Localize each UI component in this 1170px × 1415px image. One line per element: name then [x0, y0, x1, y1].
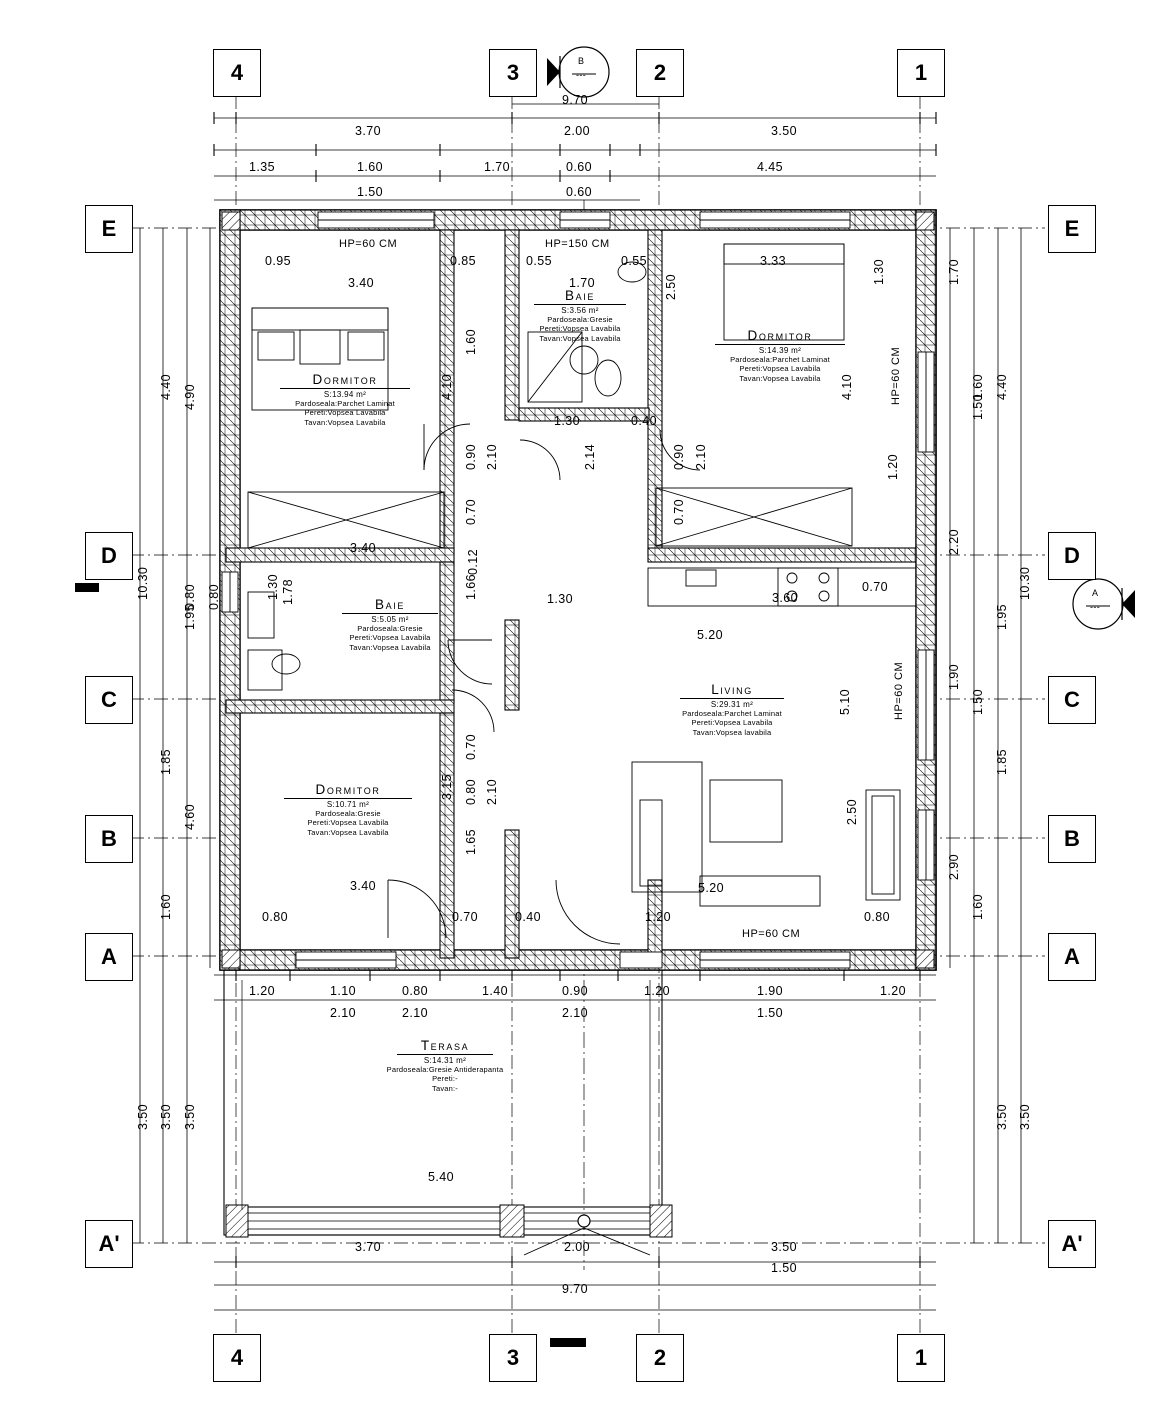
grid-bubble-right-C[interactable]: C [1048, 676, 1096, 724]
room-label-baie-2 [300, 597, 480, 652]
dim-door-0-80a: 0.80 [464, 779, 478, 805]
room-label-dormitor-1 [245, 372, 445, 427]
room-name: Baie [375, 597, 405, 612]
dim-left-small-1: 0.80 [183, 584, 197, 610]
dim-bot-open-4: 1.40 [482, 984, 508, 998]
room-ceiling: Tavan:Vopsea Lavabila [349, 642, 431, 652]
grid-bubble-right-A-prime[interactable]: A' [1048, 1220, 1096, 1268]
dim-int-3-40c: 3.40 [350, 879, 376, 893]
room-walls: Pereti:Vopsea Lavabila [304, 408, 386, 418]
grid-bubble-top-4[interactable]: 4 [213, 49, 261, 97]
dim-door-0-70b: 0.70 [672, 499, 686, 525]
dim-door-2-10b: 2.10 [694, 444, 708, 470]
dim-left-c4-3: 4.60 [183, 804, 197, 830]
note-hp-right-upper: HP=60 CM [890, 346, 902, 405]
dim-bot-open-6: 1.20 [644, 984, 670, 998]
dim-left-c3-3: 1.60 [159, 894, 173, 920]
room-area: S:10.71 m² [326, 800, 370, 809]
dim-top-r2-2: 1.60 [357, 160, 383, 174]
room-floor: Pardoseala:Gresie [357, 624, 423, 633]
dim-right-c1-4: 2.90 [947, 854, 961, 880]
dim-int-0-55a: 0.55 [526, 254, 552, 268]
dim-bot-open-5: 0.90 [562, 984, 588, 998]
grid-bubble-right-E[interactable]: E [1048, 205, 1096, 253]
dim-right-c1-1: 1.70 [947, 259, 961, 285]
room-label-dormitor-2 [680, 328, 880, 383]
dim-right-c3-4: 3.50 [995, 1104, 1009, 1130]
room-area: S:14.39 m² [758, 346, 802, 355]
dim-right-c1-2: 2.20 [947, 529, 961, 555]
dim-door-2-10c: 2.10 [485, 779, 499, 805]
room-walls: Pereti:Vopsea Lavabila [739, 364, 821, 374]
grid-bubble-left-A-prime[interactable]: A' [85, 1220, 133, 1268]
dim-int-1-60: 1.60 [464, 329, 478, 355]
dim-int-0-95: 0.95 [265, 254, 291, 268]
section-mark-a-dash: --- [1090, 602, 1101, 612]
dim-right-c2-1: 1.60 [971, 374, 985, 400]
room-ceiling: Tavan:Vopsea Lavabila [307, 827, 389, 837]
room-name: Dormitor [315, 782, 381, 797]
room-floor: Pardoseala:Parchet Laminat [682, 709, 782, 718]
section-mark-b-dash: --- [576, 70, 587, 80]
room-ceiling: Tavan:Vopsea Lavabila [304, 417, 386, 427]
dim-top-r1-2: 2.00 [564, 124, 590, 138]
grid-bubble-bottom-4[interactable]: 4 [213, 1334, 261, 1382]
note-hp-right-lower: HP=60 CM [893, 661, 905, 720]
room-walls: Pereti:Vopsea Lavabila [691, 718, 773, 728]
grid-bubble-left-B[interactable]: B [85, 815, 133, 863]
grid-bubble-left-C[interactable]: C [85, 676, 133, 724]
dim-top-r2-5: 4.45 [757, 160, 783, 174]
room-walls: Pereti:Vopsea Lavabila [307, 818, 389, 828]
dim-door-0-70d: 0.70 [452, 910, 478, 924]
dim-right-c3-1: 4.40 [995, 374, 1009, 400]
dim-door-2-10a: 2.10 [485, 444, 499, 470]
room-name: Terasa [420, 1038, 470, 1053]
dim-int-1-30d: 1.30 [266, 574, 280, 600]
room-ceiling: Tavan:Vopsea Lavabila [539, 333, 621, 343]
dim-bot-r1-2: 2.00 [564, 1240, 590, 1254]
room-name: Living [711, 682, 753, 697]
dim-int-1-66: 1.66 [464, 574, 478, 600]
dim-bot-open-7: 1.90 [757, 984, 783, 998]
grid-bubble-left-D[interactable]: D [85, 532, 133, 580]
dim-left-c4-4: 3.50 [183, 1104, 197, 1130]
dim-door-0-40: 0.40 [515, 910, 541, 924]
dim-bot-overall: 9.70 [562, 1282, 588, 1296]
note-hp-top-left: HP=60 CM [339, 238, 398, 250]
dim-right-c2-3: 1.50 [971, 689, 985, 715]
room-area: S:29.31 m² [710, 700, 754, 709]
room-area: S:5.05 m² [371, 615, 409, 624]
grid-bubble-top-1[interactable]: 1 [897, 49, 945, 97]
dim-int-2-50: 2.50 [664, 274, 678, 300]
grid-bubble-right-D[interactable]: D [1048, 532, 1096, 580]
dim-top-overall: 9.70 [562, 93, 588, 107]
dim-int-3-15: 3.15 [440, 774, 454, 800]
dim-top-r1-3: 3.50 [771, 124, 797, 138]
grid-bubble-bottom-3[interactable]: 3 [489, 1334, 537, 1382]
dim-top-r1-1: 3.70 [355, 124, 381, 138]
dim-int-3-60: 3.60 [772, 591, 798, 605]
dim-left-c4-2: 1.95 [183, 604, 197, 630]
dim-int-0-40: 0.40 [631, 414, 657, 428]
section-mark-a-label: A [1092, 588, 1099, 598]
dim-left-c3-1: 4.40 [159, 374, 173, 400]
dim-top-r3-1: 1.50 [357, 185, 383, 199]
dim-int-5-20b: 5.20 [698, 881, 724, 895]
dim-bot-open-3: 0.80 [402, 984, 428, 998]
dim-left-c4-1: 4.90 [183, 384, 197, 410]
dim-bot-open2-3: 2.10 [562, 1006, 588, 1020]
dim-bot-open-2: 1.10 [330, 984, 356, 998]
room-walls: Pereti:Vopsea Lavabila [539, 324, 621, 334]
room-area: S:13.94 m² [323, 390, 367, 399]
grid-bubble-top-3[interactable]: 3 [489, 49, 537, 97]
dim-door-0-80c: 0.80 [262, 910, 288, 924]
dim-right-c2-4: 1.60 [971, 894, 985, 920]
room-floor: Pardoseala:Gresie [315, 809, 381, 818]
grid-bubble-right-B[interactable]: B [1048, 815, 1096, 863]
dim-int-1-30b: 1.30 [554, 414, 580, 428]
room-ceiling: Tavan:- [432, 1083, 458, 1093]
dim-int-2-50b: 2.50 [845, 799, 859, 825]
dim-bot-r1-3: 3.50 [771, 1240, 797, 1254]
dim-bot-r1-1: 3.70 [355, 1240, 381, 1254]
dim-right-c3-3: 1.85 [995, 749, 1009, 775]
dim-door-0-90a: 0.90 [464, 444, 478, 470]
dim-right-c4-1: 10.30 [1018, 566, 1032, 600]
dim-door-0-70a: 0.70 [464, 499, 478, 525]
dim-int-5-40: 5.40 [428, 1170, 454, 1184]
dim-int-4-10b: 4.10 [840, 374, 854, 400]
room-label-living [632, 682, 832, 737]
dim-left-c3-2: 1.85 [159, 749, 173, 775]
dim-int-0-85: 0.85 [450, 254, 476, 268]
dim-door-0-70c: 0.70 [464, 734, 478, 760]
room-floor: Pardoseala:Parchet Laminat [730, 355, 830, 364]
room-walls: Pereti:Vopsea Lavabila [349, 633, 431, 643]
dim-left-3-50a: 3.50 [136, 1104, 150, 1130]
dim-int-5-10: 5.10 [838, 689, 852, 715]
room-label-dormitor-3 [248, 782, 448, 837]
dim-int-3-40a: 3.40 [348, 276, 374, 290]
dim-int-0-55b: 0.55 [621, 254, 647, 268]
dim-bot-r2-1: 1.50 [771, 1261, 797, 1275]
dim-left-small-2: 0.80 [207, 584, 221, 610]
dim-right-c3-2: 1.95 [995, 604, 1009, 630]
room-area: S:3.56 m² [561, 306, 599, 315]
room-walls: Pereti:- [432, 1074, 458, 1084]
room-name: Baie [565, 288, 595, 303]
dim-int-3-40b: 3.40 [350, 541, 376, 555]
room-floor: Pardoseala:Gresie Antiderapanta [386, 1065, 504, 1074]
dim-door-0-90b: 0.90 [672, 444, 686, 470]
dim-top-r3-2: 0.60 [566, 185, 592, 199]
dim-door-0-70e: 0.70 [862, 580, 888, 594]
grid-bubble-left-A[interactable]: A [85, 933, 133, 981]
room-label-baie-1 [495, 288, 665, 343]
dim-top-r2-3: 1.70 [484, 160, 510, 174]
dim-left-10-30: 10.30 [136, 566, 150, 600]
dim-int-1-20: 1.20 [886, 454, 900, 480]
dim-left-c3-4: 3.50 [159, 1104, 173, 1130]
grid-bubble-right-A[interactable]: A [1048, 933, 1096, 981]
dim-bot-open2-2: 2.10 [402, 1006, 428, 1020]
room-floor: Pardoseala:Gresie [547, 315, 613, 324]
dim-int-4-10a: 4.10 [440, 374, 454, 400]
note-hp-bottom: HP=60 CM [742, 928, 801, 940]
room-label-terasa [345, 1038, 545, 1093]
dim-int-1-30a: 1.30 [872, 259, 886, 285]
room-ceiling: Tavan:Vopsea Lavabila [739, 373, 821, 383]
grid-bubble-left-E[interactable]: E [85, 205, 133, 253]
dim-right-c2-2: 1.50 [971, 394, 985, 420]
dim-int-1-65: 1.65 [464, 829, 478, 855]
section-mark-b-label: B [578, 56, 585, 66]
note-hp-top-mid: HP=150 CM [545, 238, 610, 250]
dim-top-r2-1: 1.35 [249, 160, 275, 174]
room-name: Dormitor [747, 328, 813, 343]
dim-bot-open2-4: 1.50 [757, 1006, 783, 1020]
dim-right-c4-2: 3.50 [1018, 1104, 1032, 1130]
room-floor: Pardoseala:Parchet Laminat [295, 399, 395, 408]
dim-int-1-70: 1.70 [569, 276, 595, 290]
dim-door-0-12: 0.12 [466, 549, 480, 575]
grid-bubble-bottom-1[interactable]: 1 [897, 1334, 945, 1382]
grid-bubble-bottom-2[interactable]: 2 [636, 1334, 684, 1382]
room-area: S:14.31 m² [423, 1056, 467, 1065]
dim-top-r2-4: 0.60 [566, 160, 592, 174]
room-ceiling: Tavan:Vopsea lavabila [692, 727, 772, 737]
dim-right-c1-3: 1.90 [947, 664, 961, 690]
room-name: Dormitor [312, 372, 378, 387]
dim-bot-open2-1: 2.10 [330, 1006, 356, 1020]
dim-int-3-33: 3.33 [760, 254, 786, 268]
dim-int-2-14: 2.14 [583, 444, 597, 470]
dim-int-1-30c: 1.30 [547, 592, 573, 606]
grid-bubble-top-2[interactable]: 2 [636, 49, 684, 97]
dim-bot-open-8: 1.20 [880, 984, 906, 998]
dim-int-1-78: 1.78 [281, 579, 295, 605]
dim-door-0-80b: 0.80 [864, 910, 890, 924]
dim-door-1-20: 1.20 [645, 910, 671, 924]
dim-int-5-20a: 5.20 [697, 628, 723, 642]
dim-bot-open-1: 1.20 [249, 984, 275, 998]
